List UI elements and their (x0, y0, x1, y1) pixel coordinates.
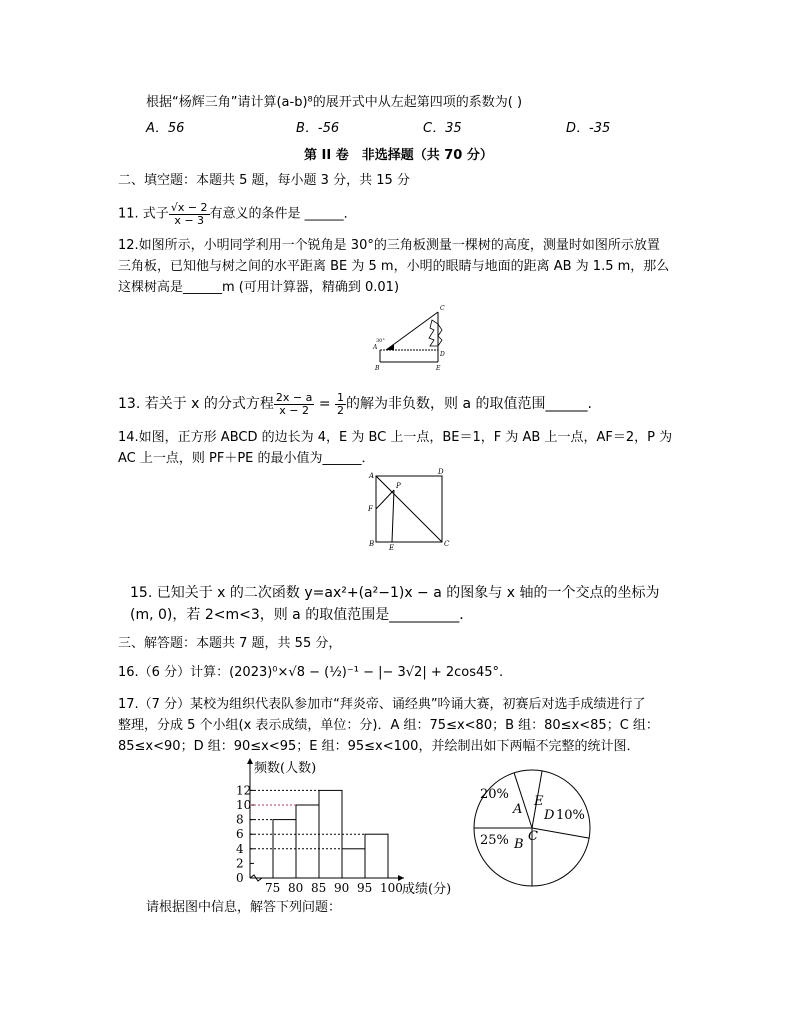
y-tick-label: 8 (236, 812, 244, 827)
y-tick-label: 10 (236, 798, 252, 812)
q14-line1: 14.如图，正方形 ABCD 的边长为 4，E 为 BC 上一点，BE＝1，F 为 AB 上一点，AF＝2，P 为 (118, 430, 673, 445)
y-tick-label: 4 (236, 841, 244, 856)
fig14-label-a: A (369, 472, 375, 480)
q11-fraction (169, 202, 210, 226)
q13-equals: = (318, 396, 331, 413)
x-tick-label: 95 (357, 881, 373, 895)
option-b: B．-56 (296, 121, 340, 136)
fig12-label-d: D (440, 351, 445, 358)
fig14-label-e: E (389, 544, 395, 550)
pie-pct-b: 25% (480, 833, 509, 848)
q11-suffix: 有意义的条件是 ______． (209, 206, 357, 222)
fig12-label-e: E (436, 365, 441, 372)
q13-half (335, 392, 346, 416)
q13-den: x − 2 (279, 403, 309, 417)
q11-num: √x − 2 (170, 201, 208, 214)
option-a: A．56 (146, 121, 185, 136)
pie-label-b: B (514, 837, 524, 852)
x-tick-label: 100 (380, 881, 403, 895)
fig14-label-f: F (368, 505, 373, 513)
pie-chart (468, 764, 598, 894)
pie-divider (532, 828, 589, 838)
y-tick-label: 2 (236, 856, 244, 871)
q12-line2: 三角板，已知他与树之间的水平距离 BE 为 5 m，小明的眼睛与地面的距离 AB 为 1.5 m，那么 (118, 259, 670, 274)
pie-label-c: C (528, 829, 538, 844)
bar-95-100 (365, 834, 388, 878)
fig14-label-c: C (444, 540, 450, 548)
question-16: 16.（6 分）计算：(2023)⁰×√8 − (½)⁻¹ − |− 3√2| + 2cos45°. (118, 665, 504, 680)
section2-title: 二、填空题：本题共 5 题，每小题 3 分，共 15 分 (118, 173, 410, 188)
q17-line2: 整理，分成 5 个小组(x 表示成绩，单位：分)．A 组：75≤x<80；B 组：80≤x<85；C 组： (118, 718, 659, 733)
histogram-ylabel: 频数(人数) (254, 761, 317, 776)
fig14-label-p: P (396, 482, 401, 490)
pie-label-a: A (513, 802, 523, 817)
q17-line3: 85≤x<90；D 组：90≤x<95；E 组：95≤x<100，并绘制出如下两幅不完整的统计图． (118, 739, 640, 754)
pie-label-e: E (534, 794, 544, 809)
part2-title: 第 II 卷 非选择题（共 70 分） (304, 148, 493, 163)
fig12-angle-label: 30° (376, 338, 385, 344)
intro-question: 根据“杨辉三角”请计算(a-b)⁸的展开式中从左起第四项的系数为( ) (146, 95, 523, 110)
q15-line2: (m, 0)，若 2<m<3，则 a 的取值范围是__________． (130, 607, 474, 623)
y-tick-label: 12 (236, 783, 252, 798)
option-d: D．-35 (566, 121, 611, 136)
x-tick-label: 80 (288, 881, 304, 895)
x-tick-label: 85 (311, 881, 327, 895)
histogram-xlabel: 成绩(分) (402, 882, 452, 897)
tree-figure (372, 300, 452, 372)
fig12-label-c: C (440, 305, 445, 312)
closing-line: 请根据图中信息，解答下列问题： (146, 900, 342, 915)
q12-line3: 这棵树高是______m (可用计算器，精确到 0.01) (118, 280, 400, 295)
pie-pct-a: 20% (480, 787, 509, 802)
y-tick-label: 0 (236, 871, 244, 885)
question-11 (118, 202, 357, 226)
x-tick-label: 75 (265, 881, 281, 895)
q11-prefix: 11. 式子 (118, 206, 169, 222)
bar-75-80 (273, 820, 296, 878)
pie-pct-d: 10% (556, 808, 585, 823)
q14-line2: AC 上一点，则 PF＋PE 的最小值为______． (118, 451, 375, 466)
bar-90-95 (342, 849, 365, 878)
q13-suffix: 的解为非负数，则 a 的取值范围______. (346, 396, 592, 413)
section3-title: 三、解答题：本题共 7 题，共 55 分， (118, 636, 342, 651)
pie-divider (514, 773, 532, 828)
y-tick-label: 6 (236, 827, 244, 842)
q13-rnum: 1 (337, 391, 345, 404)
x-tick-label: 90 (334, 881, 350, 895)
q17-line1: 17.（7 分）某校为组织代表队参加市“拜炎帝、诵经典”吟诵大赛，初赛后对选手成绩进行了 (118, 697, 646, 712)
fig14-label-b: B (369, 540, 375, 548)
option-c: C．35 (423, 121, 462, 136)
pie-label-d: D (544, 808, 555, 823)
q13-fraction (274, 392, 314, 416)
q12-line1: 12.如图所示，小明同学利用一个锐角是 30°的三角板测量一棵树的高度，测量时如图所示放置 (118, 238, 660, 253)
y-axis-arrow (247, 758, 253, 764)
fig12-label-b: B (375, 365, 380, 372)
fig14-label-d: D (438, 468, 444, 476)
q15-line1: 15. 已知关于 x 的二次函数 y=ax²+(a²−1)x − a 的图象与 x 轴的一个交点的坐标为 (130, 585, 660, 601)
q13-prefix: 13. 若关于 x 的分式方程 (118, 396, 274, 413)
histogram-chart (226, 756, 466, 898)
q11-den: x − 3 (174, 213, 205, 227)
question-13 (118, 392, 592, 416)
fig12-label-a: A (373, 344, 378, 351)
square-figure (366, 466, 450, 550)
bar-80-85 (296, 805, 319, 878)
q13-rden: 2 (337, 403, 345, 417)
q13-num: 2x − a (275, 391, 313, 404)
